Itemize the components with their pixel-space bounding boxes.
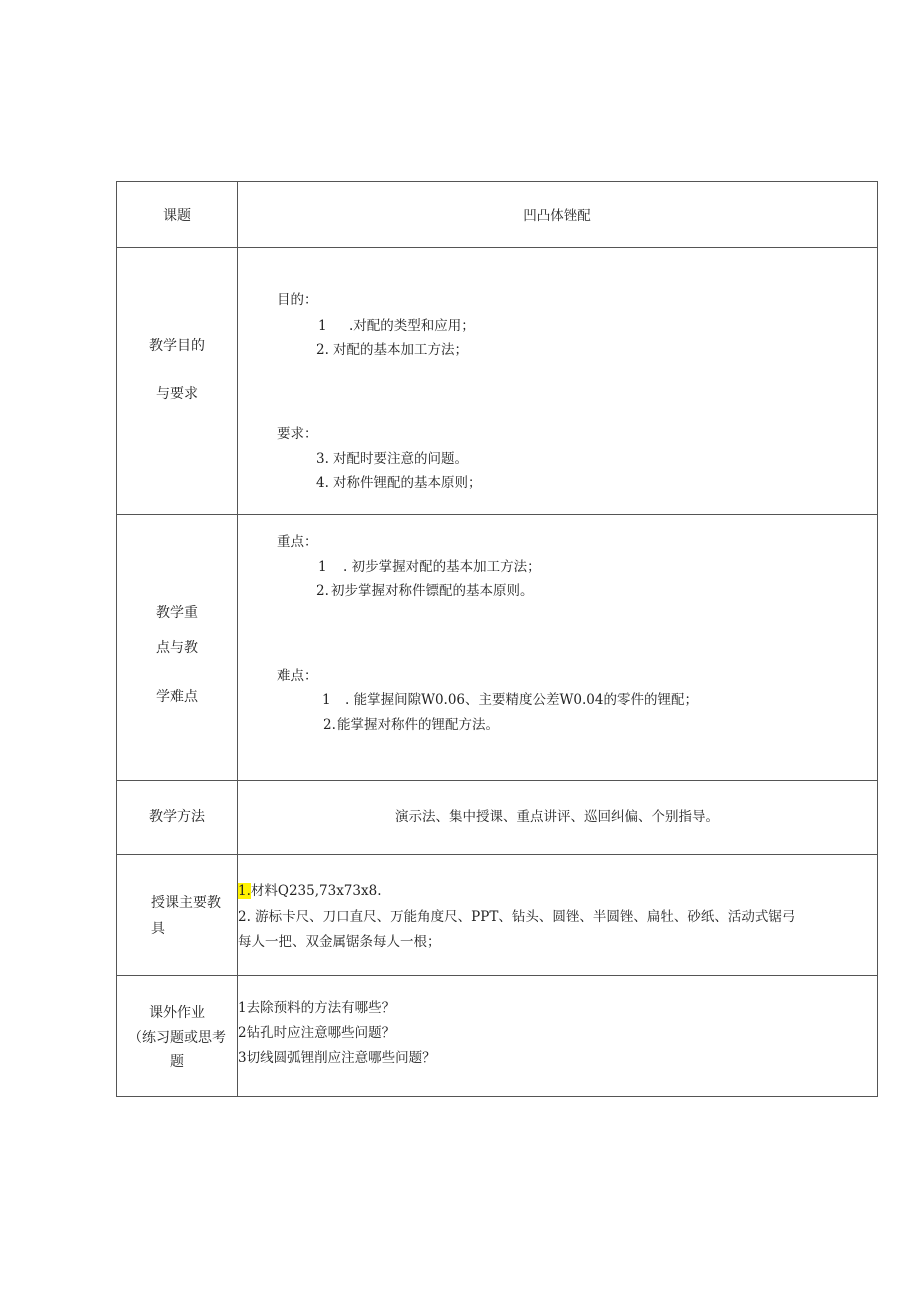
homework-item-3: 3切线圆弧锂削应注意哪些问题？ xyxy=(238,1050,436,1066)
purpose-item-2-num: 2. xyxy=(316,342,329,358)
row-divider xyxy=(117,854,877,855)
require-item-2-num: 4. xyxy=(316,475,329,491)
require-heading: 要求： xyxy=(277,426,318,442)
objectives-label-line2: 与要求 xyxy=(156,386,198,402)
require-item-1-num: 3. xyxy=(316,451,329,467)
homework-label-line3: 题 xyxy=(170,1054,184,1070)
keypoints-label-line1: 教学重 xyxy=(156,605,198,621)
key-heading: 重点： xyxy=(277,534,318,550)
tools-item-2-line1: 2. 游标卡尺、刀口直尺、万能角度尺、PPT、钻头、圆锉、半圆锉、扁牡、砂纸、活动式锯弓 xyxy=(238,909,796,925)
homework-item-1: 1去除预料的方法有哪些？ xyxy=(238,1000,396,1016)
tools-item-1 xyxy=(238,881,381,901)
purpose-heading: 目的： xyxy=(277,292,318,308)
highlighted-number: 1. xyxy=(238,883,251,899)
difficult-item-2-text: 能掌握对称件的锂配方法。 xyxy=(337,717,499,733)
keypoints-label-line3: 学难点 xyxy=(156,689,198,705)
topic-value: 凹凸体锉配 xyxy=(523,208,591,224)
row-divider xyxy=(117,975,877,976)
homework-item-2: 2钻孔时应注意哪些问题？ xyxy=(238,1025,396,1041)
difficult-heading: 难点： xyxy=(277,668,318,684)
difficult-item-1-text: . 能掌握间隙W0.06、主要精度公差W0.04的零件的锂配； xyxy=(345,692,698,708)
homework-label-line2: （练习题或思考 xyxy=(128,1030,226,1046)
row-divider xyxy=(117,247,877,248)
key-item-2-num: 2. xyxy=(316,583,329,599)
row-divider xyxy=(117,780,877,781)
method-label: 教学方法 xyxy=(149,809,205,825)
key-item-2-text: 初步掌握对称件镖配的基本原则。 xyxy=(331,583,534,599)
column-divider xyxy=(237,182,238,1096)
purpose-item-1-text: .对配的类型和应用； xyxy=(349,318,475,334)
method-value: 演示法、集中授课、重点讲评、巡回纠偏、个别指导。 xyxy=(395,809,719,825)
purpose-item-1-num: 1 xyxy=(318,318,327,334)
topic-label: 课题 xyxy=(163,208,191,224)
difficult-item-2-num: 2. xyxy=(323,717,336,733)
purpose-item-2-text: 对配的基本加工方法； xyxy=(333,342,468,358)
key-item-1-num: 1 xyxy=(318,559,327,575)
tools-item-1-text: 材料Q235,73x73x8. xyxy=(250,883,382,899)
tools-item-2-line2: 每人一把、双金属锯条每人一根； xyxy=(238,934,441,950)
difficult-item-1-num: 1 xyxy=(322,692,331,708)
tools-label-line2: 具 xyxy=(151,921,165,937)
objectives-label-line1: 教学目的 xyxy=(149,338,205,354)
row-divider xyxy=(117,514,877,515)
require-item-1-text: 对配时要注意的问题。 xyxy=(333,451,468,467)
homework-label-line1: 课外作业 xyxy=(149,1005,205,1021)
keypoints-label-line2: 点与教 xyxy=(156,640,198,656)
require-item-2-text: 对称件锂配的基本原则； xyxy=(333,475,482,491)
tools-label-line1: 授课主要教 xyxy=(151,895,221,911)
key-item-1-text: . 初步掌握对配的基本加工方法； xyxy=(343,559,541,575)
lesson-plan-table xyxy=(116,181,878,1097)
